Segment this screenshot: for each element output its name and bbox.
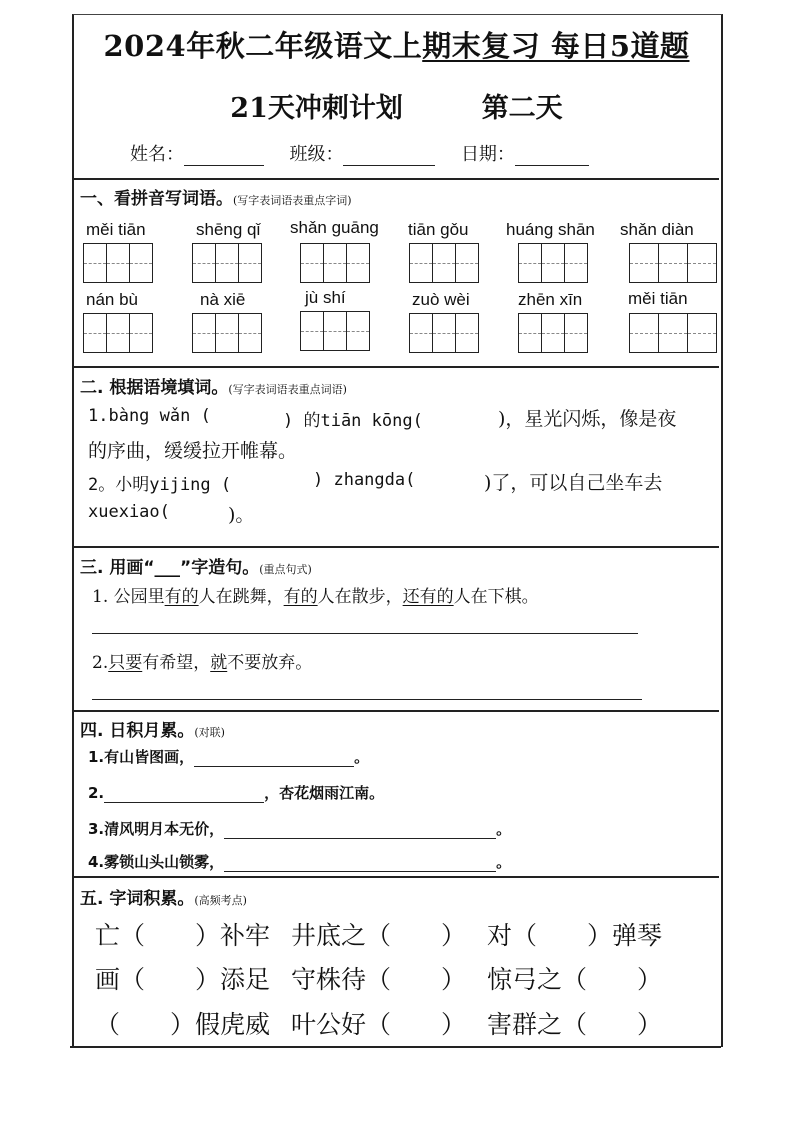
name-field[interactable] <box>184 147 264 166</box>
s4-q2-text: ，杏花烟雨江南。 <box>264 784 385 802</box>
writing-grid[interactable] <box>518 313 588 353</box>
s3-q2-a: 2. <box>92 653 109 673</box>
writing-grid[interactable] <box>300 243 370 283</box>
s4-q2-blank[interactable] <box>104 787 264 803</box>
section-divider <box>72 876 719 878</box>
s2-q2-b: ) zhangda( <box>313 470 416 490</box>
s3-q2-c: 有希望， <box>142 653 211 673</box>
idiom-item: （ ）假虎威 <box>95 1010 271 1039</box>
name-label: 姓名： <box>130 144 184 165</box>
s3-q1-c: 人在跳舞， <box>198 587 284 607</box>
student-info-row <box>130 140 589 166</box>
idiom-item: 叶公好（ ） <box>291 1010 467 1039</box>
writing-grid[interactable] <box>518 243 588 283</box>
pinyin-2-2: nà xiē <box>200 290 246 309</box>
idiom-row-2 <box>95 960 662 996</box>
writing-grid[interactable] <box>409 313 479 353</box>
section4-note: (对联) <box>194 726 225 739</box>
writing-grid[interactable] <box>300 311 370 351</box>
section1-title <box>80 184 352 209</box>
writing-grid[interactable] <box>409 243 479 283</box>
section3-title-text: 三. 用画“___”字造句。 <box>80 558 260 578</box>
section3-note: (重点句式) <box>259 563 312 576</box>
idiom-item: 井底之（ ） <box>291 921 467 950</box>
s3-q1-b: 有的 <box>164 587 199 607</box>
writing-grid[interactable] <box>83 243 153 283</box>
date-label: 日期： <box>460 144 515 165</box>
s3-q2-e: 不要放弃。 <box>227 653 313 673</box>
s2-q1-b: ) 的tiān kōng( <box>283 411 423 431</box>
idiom-item: 对（ ）弹琴 <box>487 921 663 950</box>
section2-note: (写字表词语表重点词语) <box>228 383 347 396</box>
s2-q1-c: )，星光闪烁，像是夜 <box>498 408 677 430</box>
s3-q1-d: 有的 <box>283 587 318 607</box>
s3-q2 <box>92 648 312 673</box>
s2-q1-a: 1.bàng wǎn ( <box>88 406 211 426</box>
s3-q1-g: 人在下棋。 <box>453 587 539 607</box>
s4-q1-blank[interactable] <box>194 751 354 767</box>
s4-q2-num: 2. <box>88 784 105 802</box>
idiom-item: 害群之（ ） <box>487 1010 663 1039</box>
pinyin-2-3: jù shí <box>305 288 346 307</box>
section3-title <box>80 553 312 578</box>
pinyin-2-6: měi tiān <box>628 289 688 308</box>
s3-q2-b: 只要 <box>108 653 143 673</box>
writing-grid[interactable] <box>192 243 262 283</box>
pinyin-1-3: shǎn guāng <box>290 218 379 237</box>
pinyin-1-4: tiān gǒu <box>408 220 469 239</box>
pinyin-2-4: zuò wèi <box>412 290 470 309</box>
s4-q3-blank[interactable] <box>224 823 496 839</box>
s4-q3-text: 3.清风明月本无价， <box>88 820 225 838</box>
s4-q1-text: 1.有山皆图画， <box>88 748 195 766</box>
section-divider <box>72 366 719 368</box>
idiom-item: 亡（ ）补牢 <box>95 921 271 950</box>
s2-q2-a: 2。小明yijing ( <box>88 475 232 495</box>
section2-title-text: 二. 根据语境填词。 <box>80 378 229 398</box>
date-field[interactable] <box>515 147 589 166</box>
s3-q1-f: 还有的 <box>402 587 454 607</box>
section5-note: (高频考点) <box>194 894 247 907</box>
idiom-item: 惊弓之（ ） <box>487 965 663 994</box>
idiom-item: 画（ ）添足 <box>95 965 271 994</box>
idiom-item: 守株待（ ） <box>291 965 467 994</box>
idiom-row-1 <box>95 916 662 952</box>
s3-q1-e: 人在散步， <box>317 587 403 607</box>
section1-title-text: 一、看拼音写词语。 <box>80 189 233 209</box>
pinyin-1-6: shǎn diàn <box>620 220 694 239</box>
pinyin-2-1: nán bù <box>86 290 138 309</box>
pinyin-1-2: shēng qǐ <box>196 220 261 239</box>
writing-grid[interactable] <box>629 313 717 353</box>
subtitle-day: 第二天 <box>481 93 563 124</box>
subtitle-plan: 21天冲刺计划 <box>230 93 403 124</box>
s4-q2 <box>88 782 384 803</box>
pinyin-1-5: huáng shān <box>506 220 595 239</box>
section-divider <box>72 178 719 180</box>
s3-q2-d: 就 <box>210 653 228 673</box>
section4-title-text: 四. 日积月累。 <box>80 721 195 741</box>
answer-line[interactable] <box>92 699 642 700</box>
pinyin-2-5: zhēn xīn <box>518 290 583 309</box>
idiom-row-3 <box>95 1005 662 1041</box>
section5-title <box>80 884 247 909</box>
writing-grid[interactable] <box>83 313 153 353</box>
bottom-border <box>70 1046 721 1048</box>
title-part-b: 期末复习 每日5道题 <box>422 29 690 63</box>
section1-note: (写字表词语表重点字词) <box>233 194 352 207</box>
section-divider <box>72 710 719 712</box>
class-label: 班级： <box>289 144 344 165</box>
s3-q1-a: 1. 公园里 <box>92 587 165 607</box>
s2-q1-d: 的序曲，缓缓拉开帷幕。 <box>88 440 298 462</box>
s4-q4-end: 。 <box>496 853 512 871</box>
s4-q4 <box>88 851 511 872</box>
s2-q2-e: )。 <box>228 504 255 526</box>
s2-q2-d: xuexiao( <box>88 502 170 522</box>
s4-q3 <box>88 818 511 839</box>
s4-q4-text: 4.雾锁山头山锁雾， <box>88 853 225 871</box>
s4-q4-blank[interactable] <box>224 856 496 872</box>
section4-title <box>80 716 225 741</box>
s4-q1-end: 。 <box>354 748 370 766</box>
s2-q2-c: )了，可以自己坐车去 <box>484 472 663 494</box>
section-divider <box>72 546 719 548</box>
pinyin-1-1: měi tiān <box>86 220 146 239</box>
class-field[interactable] <box>343 147 435 166</box>
s4-q1 <box>88 746 369 767</box>
section5-title-text: 五. 字词积累。 <box>80 889 195 909</box>
writing-grid[interactable] <box>629 243 717 283</box>
answer-line[interactable] <box>92 633 638 634</box>
section2-title <box>80 373 347 398</box>
s4-q3-end: 。 <box>496 820 512 838</box>
title-part-a: 2024年秋二年级语文上 <box>103 29 423 63</box>
page-subtitle <box>0 86 793 125</box>
s3-q1 <box>92 582 539 607</box>
writing-grid[interactable] <box>192 313 262 353</box>
page-title <box>0 24 793 65</box>
